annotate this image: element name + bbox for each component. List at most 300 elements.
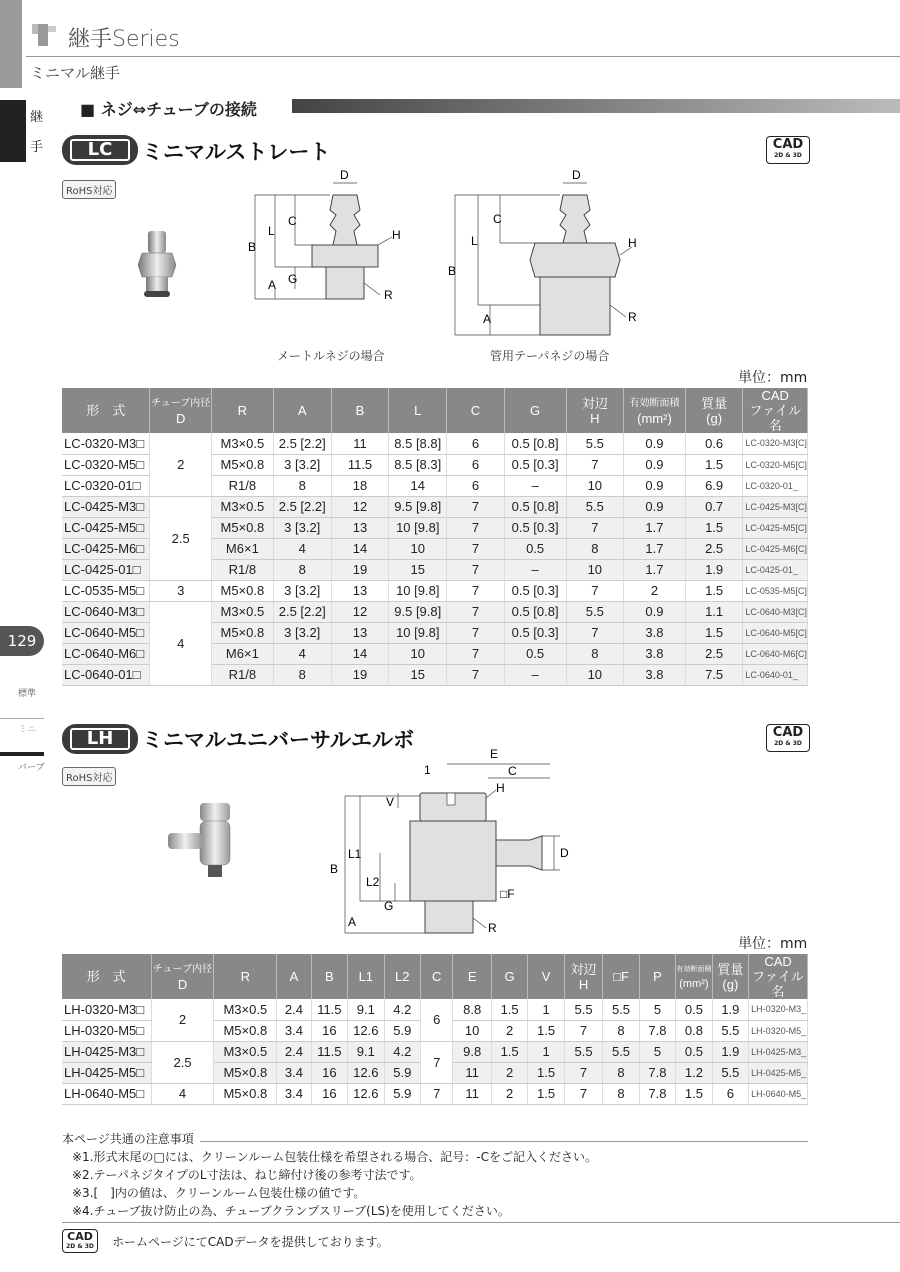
cell-cad-file: LH-0425-M5_ xyxy=(749,1062,808,1083)
lh-th-hex: 対辺 H xyxy=(564,954,602,999)
dim-d: D xyxy=(340,168,349,182)
lc-cad-icon[interactable]: CAD 2D & 3D xyxy=(766,136,810,164)
side-divider xyxy=(0,718,44,719)
cell-cad-file: LC-0320-M5[C] xyxy=(743,454,808,475)
cell-tube-d: 2.5 xyxy=(150,496,212,580)
cell-l2: 4.2 xyxy=(384,999,420,1020)
cell-b: 11.5 xyxy=(311,1041,347,1062)
cell-mass: 2.5 xyxy=(685,643,743,664)
lh-th-mass: 質量 (g) xyxy=(712,954,748,999)
cell-p: 5 xyxy=(639,999,675,1020)
th-mass: 質量 (g) xyxy=(685,388,743,433)
cell-e: 8.8 xyxy=(453,999,491,1020)
table-row xyxy=(62,580,808,601)
lc-diagram-taper xyxy=(440,165,640,340)
series-title: 継手Series xyxy=(68,27,180,52)
cell-model: LH-0640-M5□ xyxy=(62,1083,151,1104)
cell-area: 0.5 xyxy=(676,1041,712,1062)
cell-area: 0.9 xyxy=(624,601,686,622)
cell-b: 11 xyxy=(331,433,389,454)
lh-spec-table xyxy=(62,954,808,1105)
cell-hex: 7 xyxy=(566,517,624,538)
cell-l: 10 xyxy=(389,538,447,559)
side-active-bar xyxy=(0,752,44,756)
caption-taper: 管用テーパネジの場合 xyxy=(490,349,610,363)
cell-l1: 12.6 xyxy=(348,1020,384,1041)
cell-l2: 5.9 xyxy=(384,1020,420,1041)
note-3: ※3.[ ]内の値は、クリーンルーム包装仕様の値です。 xyxy=(72,1186,366,1200)
cell-v: 1.5 xyxy=(528,1062,564,1083)
cell-tube-d: 4 xyxy=(150,601,212,685)
dim-l-taper: L xyxy=(471,234,478,248)
cell-a: 4 xyxy=(273,643,331,664)
cell-cad-file: LC-0640-01_ xyxy=(743,664,808,685)
cell-tube-d: 4 xyxy=(151,1083,214,1104)
th-a: A xyxy=(273,388,331,433)
cell-hex: 8 xyxy=(566,538,624,559)
cell-b: 18 xyxy=(331,475,389,496)
cell-mass: 1.9 xyxy=(712,999,748,1020)
dim-d-lh: D xyxy=(560,846,569,860)
cell-mass: 1.5 xyxy=(685,622,743,643)
cell-model: LH-0320-M5□ xyxy=(62,1020,151,1041)
cell-c: 6 xyxy=(447,475,504,496)
cell-hex: 5.5 xyxy=(566,496,624,517)
table-row xyxy=(62,1041,808,1062)
th-cad: CAD ファイル名 xyxy=(743,388,808,433)
lh-th-a: A xyxy=(277,954,311,999)
cell-hex: 5.5 xyxy=(564,1041,602,1062)
dim-r: R xyxy=(384,288,393,302)
cell-f: 8 xyxy=(603,1020,639,1041)
cell-r: M5×0.8 xyxy=(211,517,273,538)
cell-hex: 7 xyxy=(564,1083,602,1104)
cell-l: 10 [9.8] xyxy=(389,622,447,643)
cell-g: 2 xyxy=(491,1083,527,1104)
cell-area: 1.7 xyxy=(624,559,686,580)
lc-unit: 単位：mm xyxy=(738,370,808,386)
lc-spec-table xyxy=(62,388,808,686)
cell-a: 2.4 xyxy=(277,999,311,1020)
cell-e: 9.8 xyxy=(453,1041,491,1062)
cell-hex: 7 xyxy=(564,1020,602,1041)
th-b: B xyxy=(331,388,389,433)
cell-l: 10 [9.8] xyxy=(389,517,447,538)
cell-l: 14 xyxy=(389,475,447,496)
lh-th-e: E xyxy=(453,954,491,999)
cell-area: 1.7 xyxy=(624,517,686,538)
cell-cad-file: LH-0320-M3_ xyxy=(749,999,808,1020)
cell-cad-file: LC-0425-M6[C] xyxy=(743,538,808,559)
cell-mass: 6 xyxy=(712,1083,748,1104)
cell-l1: 9.1 xyxy=(348,1041,384,1062)
dim-c: C xyxy=(288,214,297,228)
side-tab xyxy=(0,100,26,162)
side-label-barb[interactable]: バーブ xyxy=(18,763,45,773)
cell-a: 3 [3.2] xyxy=(273,580,331,601)
cell-area: 0.5 xyxy=(676,999,712,1020)
cell-mass: 1.5 xyxy=(685,580,743,601)
cell-b: 12 xyxy=(331,601,389,622)
cell-g: 0.5 [0.3] xyxy=(504,517,566,538)
cell-mass: 2.5 xyxy=(685,538,743,559)
cell-a: 8 xyxy=(273,475,331,496)
cell-a: 3 [3.2] xyxy=(273,454,331,475)
dim-h: H xyxy=(392,228,401,242)
cell-mass: 1.5 xyxy=(685,454,743,475)
cell-a: 3 [3.2] xyxy=(273,517,331,538)
cell-cad-file: LH-0320-M5_ xyxy=(749,1020,808,1041)
cell-b: 16 xyxy=(311,1062,347,1083)
cell-e: 11 xyxy=(453,1083,491,1104)
cell-model: LC-0425-M3□ xyxy=(62,496,150,517)
cell-r: M5×0.8 xyxy=(214,1083,277,1104)
cell-hex: 8 xyxy=(566,643,624,664)
cell-c: 6 xyxy=(447,433,504,454)
dim-c-taper: C xyxy=(493,212,502,226)
lh-diagram xyxy=(320,747,580,948)
cell-hex: 7 xyxy=(566,622,624,643)
cell-model: LH-0320-M3□ xyxy=(62,999,151,1020)
cell-r: M3×0.5 xyxy=(211,601,273,622)
dim-f: □F xyxy=(500,887,515,901)
lh-th-c: C xyxy=(421,954,453,999)
lh-th-p: P xyxy=(639,954,675,999)
cell-area: 1.2 xyxy=(676,1062,712,1083)
lc-product-photo xyxy=(130,225,190,305)
cell-mass: 6.9 xyxy=(685,475,743,496)
cell-model: LC-0320-M5□ xyxy=(62,454,150,475)
cell-l2: 4.2 xyxy=(384,1041,420,1062)
cell-b: 11.5 xyxy=(331,454,389,475)
cell-hex: 5.5 xyxy=(564,999,602,1020)
cell-b: 16 xyxy=(311,1020,347,1041)
dim-h-lh: H xyxy=(496,781,505,795)
cell-e: 11 xyxy=(453,1062,491,1083)
cell-cad-file: LC-0535-M5[C] xyxy=(743,580,808,601)
cell-g: 0.5 xyxy=(504,538,566,559)
cell-area: 1.7 xyxy=(624,538,686,559)
cell-tube-d: 3 xyxy=(150,580,212,601)
lc-badge: LC xyxy=(62,135,138,165)
dim-r-taper: R xyxy=(628,310,637,324)
cell-r: M5×0.8 xyxy=(214,1062,277,1083)
cell-f: 5.5 xyxy=(603,999,639,1020)
lh-th-model: 形 式 xyxy=(62,954,151,999)
cell-r: M5×0.8 xyxy=(211,454,273,475)
cell-mass: 1.1 xyxy=(685,601,743,622)
cell-l2: 5.9 xyxy=(384,1062,420,1083)
cell-r: M3×0.5 xyxy=(211,496,273,517)
cell-area: 0.9 xyxy=(624,433,686,454)
lh-product-photo xyxy=(160,795,250,885)
lh-cad-icon[interactable]: CAD 2D & 3D xyxy=(766,724,810,752)
cell-a: 8 xyxy=(273,664,331,685)
dim-a-taper: A xyxy=(483,312,492,326)
cell-a: 2.5 [2.2] xyxy=(273,601,331,622)
dim-b-lh: B xyxy=(330,862,339,876)
cell-cad-file: LC-0425-01_ xyxy=(743,559,808,580)
table-row xyxy=(62,999,808,1020)
cell-l: 10 [9.8] xyxy=(389,580,447,601)
cell-l: 8.5 [8.3] xyxy=(389,454,447,475)
caption-metric: メートルネジの場合 xyxy=(277,349,385,363)
th-area: 有効断面積 (mm²) xyxy=(624,388,686,433)
cell-l: 9.5 [9.8] xyxy=(389,496,447,517)
cell-mass: 1.9 xyxy=(712,1041,748,1062)
cell-r: M3×0.5 xyxy=(214,1041,277,1062)
lh-th-l2: L2 xyxy=(384,954,420,999)
cell-mass: 1.9 xyxy=(685,559,743,580)
cell-l: 15 xyxy=(389,559,447,580)
dim-c-lh: C xyxy=(508,764,517,778)
cell-g: 1.5 xyxy=(491,999,527,1020)
section-title: ■ ネジ⇔チューブの接続 xyxy=(80,100,257,119)
section-gradient-bar xyxy=(292,99,900,113)
lh-th-f: □F xyxy=(603,954,639,999)
cell-c: 7 xyxy=(447,664,504,685)
dim-g-lh: G xyxy=(384,899,394,913)
cell-model: LC-0640-M5□ xyxy=(62,622,150,643)
notes-block xyxy=(62,1130,597,1220)
dim-h-taper: H xyxy=(628,236,637,250)
cell-hex: 7 xyxy=(566,454,624,475)
cell-a: 3.4 xyxy=(277,1020,311,1041)
dim-d-taper: D xyxy=(572,168,581,182)
cell-f: 5.5 xyxy=(603,1041,639,1062)
cell-p: 5 xyxy=(639,1041,675,1062)
cell-model: LC-0425-M6□ xyxy=(62,538,150,559)
cell-v: 1 xyxy=(528,1041,564,1062)
dim-l2: L2 xyxy=(366,875,380,889)
cell-r: M5×0.8 xyxy=(214,1020,277,1041)
fitting-logo-icon xyxy=(30,20,60,48)
cell-g: 1.5 xyxy=(491,1041,527,1062)
cell-b: 16 xyxy=(311,1083,347,1104)
cell-model: LH-0425-M5□ xyxy=(62,1062,151,1083)
cell-v: 1 xyxy=(528,999,564,1020)
cell-f: 8 xyxy=(603,1062,639,1083)
table-row xyxy=(62,496,808,517)
th-l: L xyxy=(389,388,447,433)
cell-c: 7 xyxy=(447,601,504,622)
dim-a-lh: A xyxy=(348,915,357,929)
cell-c: 7 xyxy=(447,622,504,643)
cell-mass: 5.5 xyxy=(712,1020,748,1041)
cell-r: M5×0.8 xyxy=(211,580,273,601)
header-divider xyxy=(26,56,900,57)
lh-title: ミニマルユニバーサルエルボ xyxy=(142,728,414,752)
cell-model: LC-0425-M5□ xyxy=(62,517,150,538)
cell-g: 0.5 [0.3] xyxy=(504,622,566,643)
cell-c: 7 xyxy=(421,1041,453,1083)
table-row xyxy=(62,1083,808,1104)
cell-b: 11.5 xyxy=(311,999,347,1020)
lh-header-row xyxy=(62,954,808,999)
cell-r: M3×0.5 xyxy=(211,433,273,454)
cell-r: R1/8 xyxy=(211,559,273,580)
cell-model: LC-0320-01□ xyxy=(62,475,150,496)
cell-l1: 12.6 xyxy=(348,1083,384,1104)
cell-r: M5×0.8 xyxy=(211,622,273,643)
lc-header-row xyxy=(62,388,808,433)
dim-r-lh: R xyxy=(488,921,497,935)
dim-l: L xyxy=(268,224,275,238)
cell-cad-file: LC-0640-M6[C] xyxy=(743,643,808,664)
cell-mass: 1.5 xyxy=(685,517,743,538)
section-header xyxy=(62,97,900,117)
footer-text: ホームページにてCADデータを提供しております。 xyxy=(112,1235,389,1249)
cell-area: 0.9 xyxy=(624,454,686,475)
cell-g: 0.5 [0.8] xyxy=(504,496,566,517)
cell-area: 0.9 xyxy=(624,475,686,496)
note-2: ※2.テーパネジタイプのL寸法は、ねじ締付け後の参考寸法です。 xyxy=(72,1168,422,1182)
cell-c: 7 xyxy=(421,1083,453,1104)
dim-a: A xyxy=(268,278,277,292)
lh-th-l1: L1 xyxy=(348,954,384,999)
cell-model: LH-0425-M3□ xyxy=(62,1041,151,1062)
cell-mass: 0.7 xyxy=(685,496,743,517)
cell-r: R1/8 xyxy=(211,475,273,496)
cell-area: 3.8 xyxy=(624,664,686,685)
lc-title: ミニマルストレート xyxy=(142,140,331,164)
dim-b-taper: B xyxy=(448,264,457,278)
cell-model: LC-0535-M5□ xyxy=(62,580,150,601)
cell-area: 3.8 xyxy=(624,622,686,643)
cell-p: 7.8 xyxy=(639,1020,675,1041)
dim-1: 1 xyxy=(424,763,431,777)
cell-model: LC-0425-01□ xyxy=(62,559,150,580)
cell-hex: 5.5 xyxy=(566,601,624,622)
dim-v: V xyxy=(386,795,395,809)
th-tube: チューブ内径 D xyxy=(150,388,212,433)
notes-title: 本ページ共通の注意事項 xyxy=(62,1132,194,1146)
lh-th-r: R xyxy=(214,954,277,999)
cell-model: LC-0320-M3□ xyxy=(62,433,150,454)
cell-area: 1.5 xyxy=(676,1083,712,1104)
side-label-mini[interactable]: ミニ xyxy=(18,725,37,735)
cell-b: 13 xyxy=(331,517,389,538)
cell-b: 12 xyxy=(331,496,389,517)
cell-cad-file: LH-0640-M5_ xyxy=(749,1083,808,1104)
cell-cad-file: LC-0320-01_ xyxy=(743,475,808,496)
cell-a: 2.4 xyxy=(277,1041,311,1062)
cell-cad-file: LC-0425-M5[C] xyxy=(743,517,808,538)
lh-th-area: 有効断面積 (mm²) xyxy=(676,954,712,999)
cell-c: 7 xyxy=(447,538,504,559)
cell-c: 6 xyxy=(447,454,504,475)
cell-tube-d: 2 xyxy=(150,433,212,496)
cell-area: 3.8 xyxy=(624,643,686,664)
cell-b: 14 xyxy=(331,538,389,559)
cell-g: 0.5 xyxy=(504,643,566,664)
lh-th-tube: チューブ内径 D xyxy=(151,954,214,999)
cell-g: 0.5 [0.8] xyxy=(504,601,566,622)
cell-cad-file: LC-0320-M3[C] xyxy=(743,433,808,454)
cell-r: M6×1 xyxy=(211,643,273,664)
lh-th-v: V xyxy=(528,954,564,999)
cell-l: 10 xyxy=(389,643,447,664)
cell-l2: 5.9 xyxy=(384,1083,420,1104)
cell-r: R1/8 xyxy=(211,664,273,685)
cell-g: 0.5 [0.3] xyxy=(504,580,566,601)
cell-l: 15 xyxy=(389,664,447,685)
cell-p: 7.8 xyxy=(639,1062,675,1083)
cell-a: 4 xyxy=(273,538,331,559)
th-g: G xyxy=(504,388,566,433)
th-model: 形 式 xyxy=(62,388,150,433)
cell-a: 3 [3.2] xyxy=(273,622,331,643)
cell-g: 0.5 [0.8] xyxy=(504,433,566,454)
cell-cad-file: LC-0425-M3[C] xyxy=(743,496,808,517)
cell-e: 10 xyxy=(453,1020,491,1041)
side-char-1: 継 xyxy=(30,110,44,125)
lh-th-g: G xyxy=(491,954,527,999)
cell-c: 7 xyxy=(447,643,504,664)
footer-divider xyxy=(62,1222,900,1223)
cell-mass: 5.5 xyxy=(712,1062,748,1083)
cell-a: 8 xyxy=(273,559,331,580)
lc-diagram-metric xyxy=(230,165,420,340)
cell-g: 2 xyxy=(491,1062,527,1083)
cell-cad-file: LC-0640-M3[C] xyxy=(743,601,808,622)
page-number: 129 xyxy=(0,626,44,656)
table-row xyxy=(62,601,808,622)
cell-area: 0.8 xyxy=(676,1020,712,1041)
cell-g: 0.5 [0.3] xyxy=(504,454,566,475)
cell-hex: 7 xyxy=(564,1062,602,1083)
table-row xyxy=(62,433,808,454)
cell-model: LC-0640-01□ xyxy=(62,664,150,685)
cell-model: LC-0640-M6□ xyxy=(62,643,150,664)
cell-a: 2.5 [2.2] xyxy=(273,496,331,517)
cell-l1: 9.1 xyxy=(348,999,384,1020)
cell-v: 1.5 xyxy=(528,1083,564,1104)
cell-area: 0.9 xyxy=(624,496,686,517)
footer-cad-icon[interactable]: CAD 2D & 3D xyxy=(62,1229,98,1253)
dim-g: G xyxy=(288,272,298,286)
cell-model: LC-0640-M3□ xyxy=(62,601,150,622)
cell-c: 7 xyxy=(447,496,504,517)
cell-b: 14 xyxy=(331,643,389,664)
dim-b: B xyxy=(248,240,257,254)
cell-hex: 7 xyxy=(566,580,624,601)
cell-c: 7 xyxy=(447,517,504,538)
cell-l1: 12.6 xyxy=(348,1062,384,1083)
cell-r: M6×1 xyxy=(211,538,273,559)
cell-a: 3.4 xyxy=(277,1062,311,1083)
cell-g: 2 xyxy=(491,1020,527,1041)
header-side-bar xyxy=(0,0,22,88)
cell-a: 2.5 [2.2] xyxy=(273,433,331,454)
cell-hex: 10 xyxy=(566,559,624,580)
cell-b: 13 xyxy=(331,580,389,601)
notes-divider xyxy=(200,1141,808,1142)
cell-hex: 5.5 xyxy=(566,433,624,454)
th-hex: 対辺 H xyxy=(566,388,624,433)
cell-hex: 10 xyxy=(566,475,624,496)
lh-th-cad: CAD ファイル名 xyxy=(749,954,808,999)
cell-g: – xyxy=(504,664,566,685)
dim-e: E xyxy=(490,747,499,761)
cell-r: M3×0.5 xyxy=(214,999,277,1020)
th-c: C xyxy=(447,388,504,433)
cell-v: 1.5 xyxy=(528,1020,564,1041)
cell-b: 19 xyxy=(331,664,389,685)
side-label-std[interactable]: 標準 xyxy=(18,689,37,699)
cell-p: 7.8 xyxy=(639,1083,675,1104)
cell-cad-file: LH-0425-M3_ xyxy=(749,1041,808,1062)
